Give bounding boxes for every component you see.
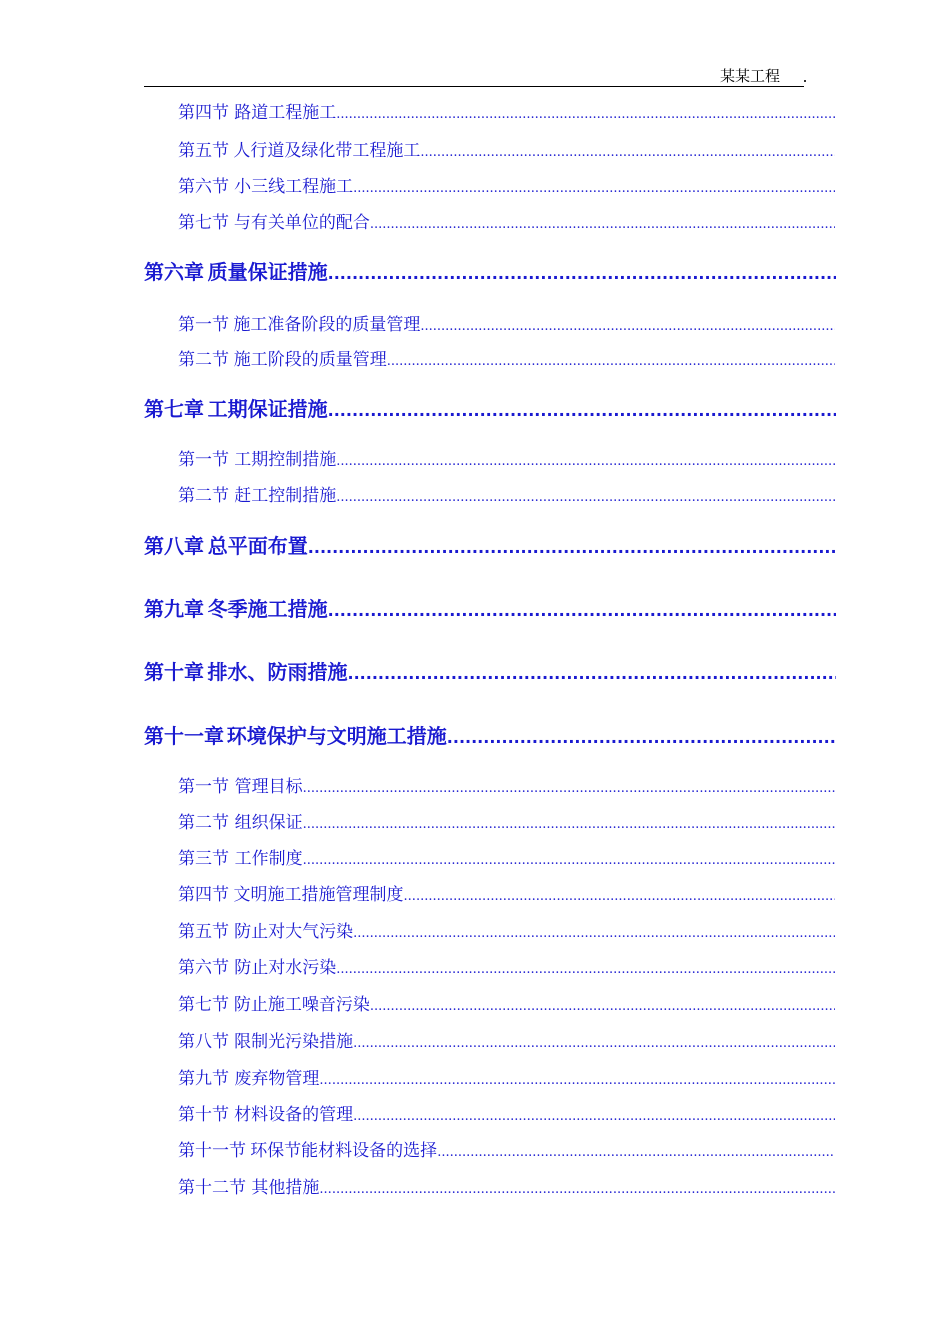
toc-section-entry[interactable]: [178, 1173, 835, 1197]
toc-section-entry[interactable]: [178, 844, 835, 868]
toc-entry-number: 第九章: [144, 597, 204, 621]
toc-entry-number: 第二节: [178, 350, 229, 369]
toc-leader-dots: [319, 1069, 835, 1088]
toc-entry-number: 第二节: [178, 486, 229, 505]
toc-entry-number: 第八章: [144, 534, 204, 558]
toc-section-entry[interactable]: [178, 345, 835, 369]
toc-entry-title: 总平面布置: [207, 534, 308, 558]
toc-entry-title: 管理目标: [234, 777, 303, 796]
toc-leader-dots: [328, 264, 836, 283]
toc-entry-title: 防止对水污染: [234, 958, 337, 977]
toc-entry-number: 第十一节: [178, 1141, 246, 1160]
toc-leader-dots: [447, 728, 836, 747]
toc-section-entry[interactable]: [178, 1136, 835, 1160]
toc-chapter-entry[interactable]: [144, 393, 836, 423]
toc-entry-number: 第六章: [144, 260, 204, 284]
toc-chapter-entry[interactable]: [144, 656, 836, 686]
toc-entry-title: 路道工程施工: [234, 103, 337, 122]
toc-section-entry[interactable]: [178, 481, 835, 505]
toc-chapter-entry[interactable]: [144, 530, 836, 560]
toc-entry-title: 防止施工噪音污染: [233, 995, 370, 1014]
toc-leader-dots: [353, 177, 835, 196]
toc-leader-dots: [336, 450, 835, 469]
toc-entry-number: 第七节: [178, 995, 229, 1014]
toc-section-entry[interactable]: [178, 990, 835, 1014]
toc-entry-title: 防止对大气污染: [234, 922, 354, 941]
toc-entry-title: 排水、防雨措施: [207, 660, 348, 684]
toc-entry-number: 第三节: [178, 849, 229, 868]
toc-leader-dots: [303, 849, 835, 868]
toc-entry-number: 第五节: [178, 922, 229, 941]
toc-entry-title: 环保节能材料设备的选择: [250, 1141, 438, 1160]
toc-entry-number: 第九节: [178, 1069, 229, 1088]
toc-chapter-entry[interactable]: [144, 256, 836, 286]
toc-entry-title: 限制光污染措施: [234, 1032, 354, 1051]
toc-leader-dots: [336, 958, 835, 977]
toc-leader-dots: [437, 1141, 835, 1160]
toc-leader-dots: [348, 664, 837, 683]
toc-entry-title: 其他措施: [251, 1178, 320, 1197]
toc-entry-number: 第十节: [178, 1105, 229, 1124]
toc-entry-title: 赶工控制措施: [234, 486, 337, 505]
toc-section-entry[interactable]: [178, 953, 835, 977]
toc-leader-dots: [303, 777, 835, 796]
toc-section-entry[interactable]: [178, 172, 835, 196]
toc-section-entry[interactable]: [178, 1100, 835, 1124]
toc-entry-title: 工期控制措施: [234, 450, 337, 469]
toc-entry-number: 第七节: [178, 213, 229, 232]
toc-leader-dots: [328, 601, 836, 620]
toc-entry-title: 施工准备阶段的质量管理: [233, 315, 421, 334]
toc-chapter-entry[interactable]: [144, 720, 836, 750]
toc-entry-number: 第一节: [178, 315, 229, 334]
toc-leader-dots: [353, 922, 835, 941]
toc-entry-number: 第六节: [178, 177, 229, 196]
toc-section-entry[interactable]: [178, 808, 835, 832]
toc-entry-number: 第八节: [178, 1032, 229, 1051]
toc-entry-number: 第五节: [178, 141, 229, 160]
toc-entry-title: 环境保护与文明施工措施: [226, 724, 447, 748]
toc-entry-title: 工作制度: [234, 849, 303, 868]
toc-entry-number: 第一节: [178, 777, 229, 796]
toc-entry-title: 组织保证: [234, 813, 303, 832]
toc-leader-dots: [336, 103, 835, 122]
toc-leader-dots: [336, 486, 835, 505]
toc-leader-dots: [420, 141, 835, 160]
page-header-title: 某某工程: [720, 67, 781, 85]
toc-entry-title: 人行道及绿化带工程施工: [233, 141, 421, 160]
toc-section-entry[interactable]: [178, 136, 835, 160]
toc-entry-title: 文明施工措施管理制度: [233, 885, 404, 904]
toc-entry-number: 第四节: [178, 885, 229, 904]
toc-section-entry[interactable]: [178, 310, 835, 334]
toc-entry-title: 废弃物管理: [234, 1069, 320, 1088]
toc-leader-dots: [370, 213, 835, 232]
toc-entry-number: 第一节: [178, 450, 229, 469]
toc-entry-title: 工期保证措施: [207, 397, 328, 421]
toc-leader-dots: [420, 315, 835, 334]
toc-leader-dots: [404, 885, 835, 904]
toc-section-entry[interactable]: [178, 917, 835, 941]
toc-entry-number: 第四节: [178, 103, 229, 122]
toc-entry-title: 质量保证措施: [207, 260, 328, 284]
toc-leader-dots: [303, 813, 835, 832]
toc-entry-title: 小三线工程施工: [234, 177, 354, 196]
toc-leader-dots: [328, 401, 836, 420]
toc-entry-number: 第六节: [178, 958, 229, 977]
toc-section-entry[interactable]: [178, 98, 835, 122]
toc-section-entry[interactable]: [178, 208, 835, 232]
toc-leader-dots: [319, 1178, 835, 1197]
toc-entry-number: 第十一章: [144, 724, 224, 748]
toc-section-entry[interactable]: [178, 445, 835, 469]
toc-leader-dots: [387, 350, 835, 369]
toc-section-entry[interactable]: [178, 880, 835, 904]
toc-leader-dots: [353, 1032, 835, 1051]
toc-entry-title: 施工阶段的质量管理: [233, 350, 387, 369]
toc-entry-number: 第二节: [178, 813, 229, 832]
toc-entry-number: 第十二节: [178, 1178, 246, 1197]
toc-section-entry[interactable]: [178, 772, 835, 796]
toc-entry-title: 材料设备的管理: [234, 1105, 354, 1124]
toc-leader-dots: [370, 995, 835, 1014]
toc-section-entry[interactable]: [178, 1064, 835, 1088]
toc-entry-number: 第十章: [144, 660, 204, 684]
toc-leader-dots: [353, 1105, 835, 1124]
toc-chapter-entry[interactable]: [144, 593, 836, 623]
toc-entry-number: 第七章: [144, 397, 204, 421]
toc-leader-dots: [308, 538, 836, 557]
toc-section-entry[interactable]: [178, 1027, 835, 1051]
toc-entry-title: 冬季施工措施: [207, 597, 328, 621]
toc-entry-title: 与有关单位的配合: [233, 213, 370, 232]
